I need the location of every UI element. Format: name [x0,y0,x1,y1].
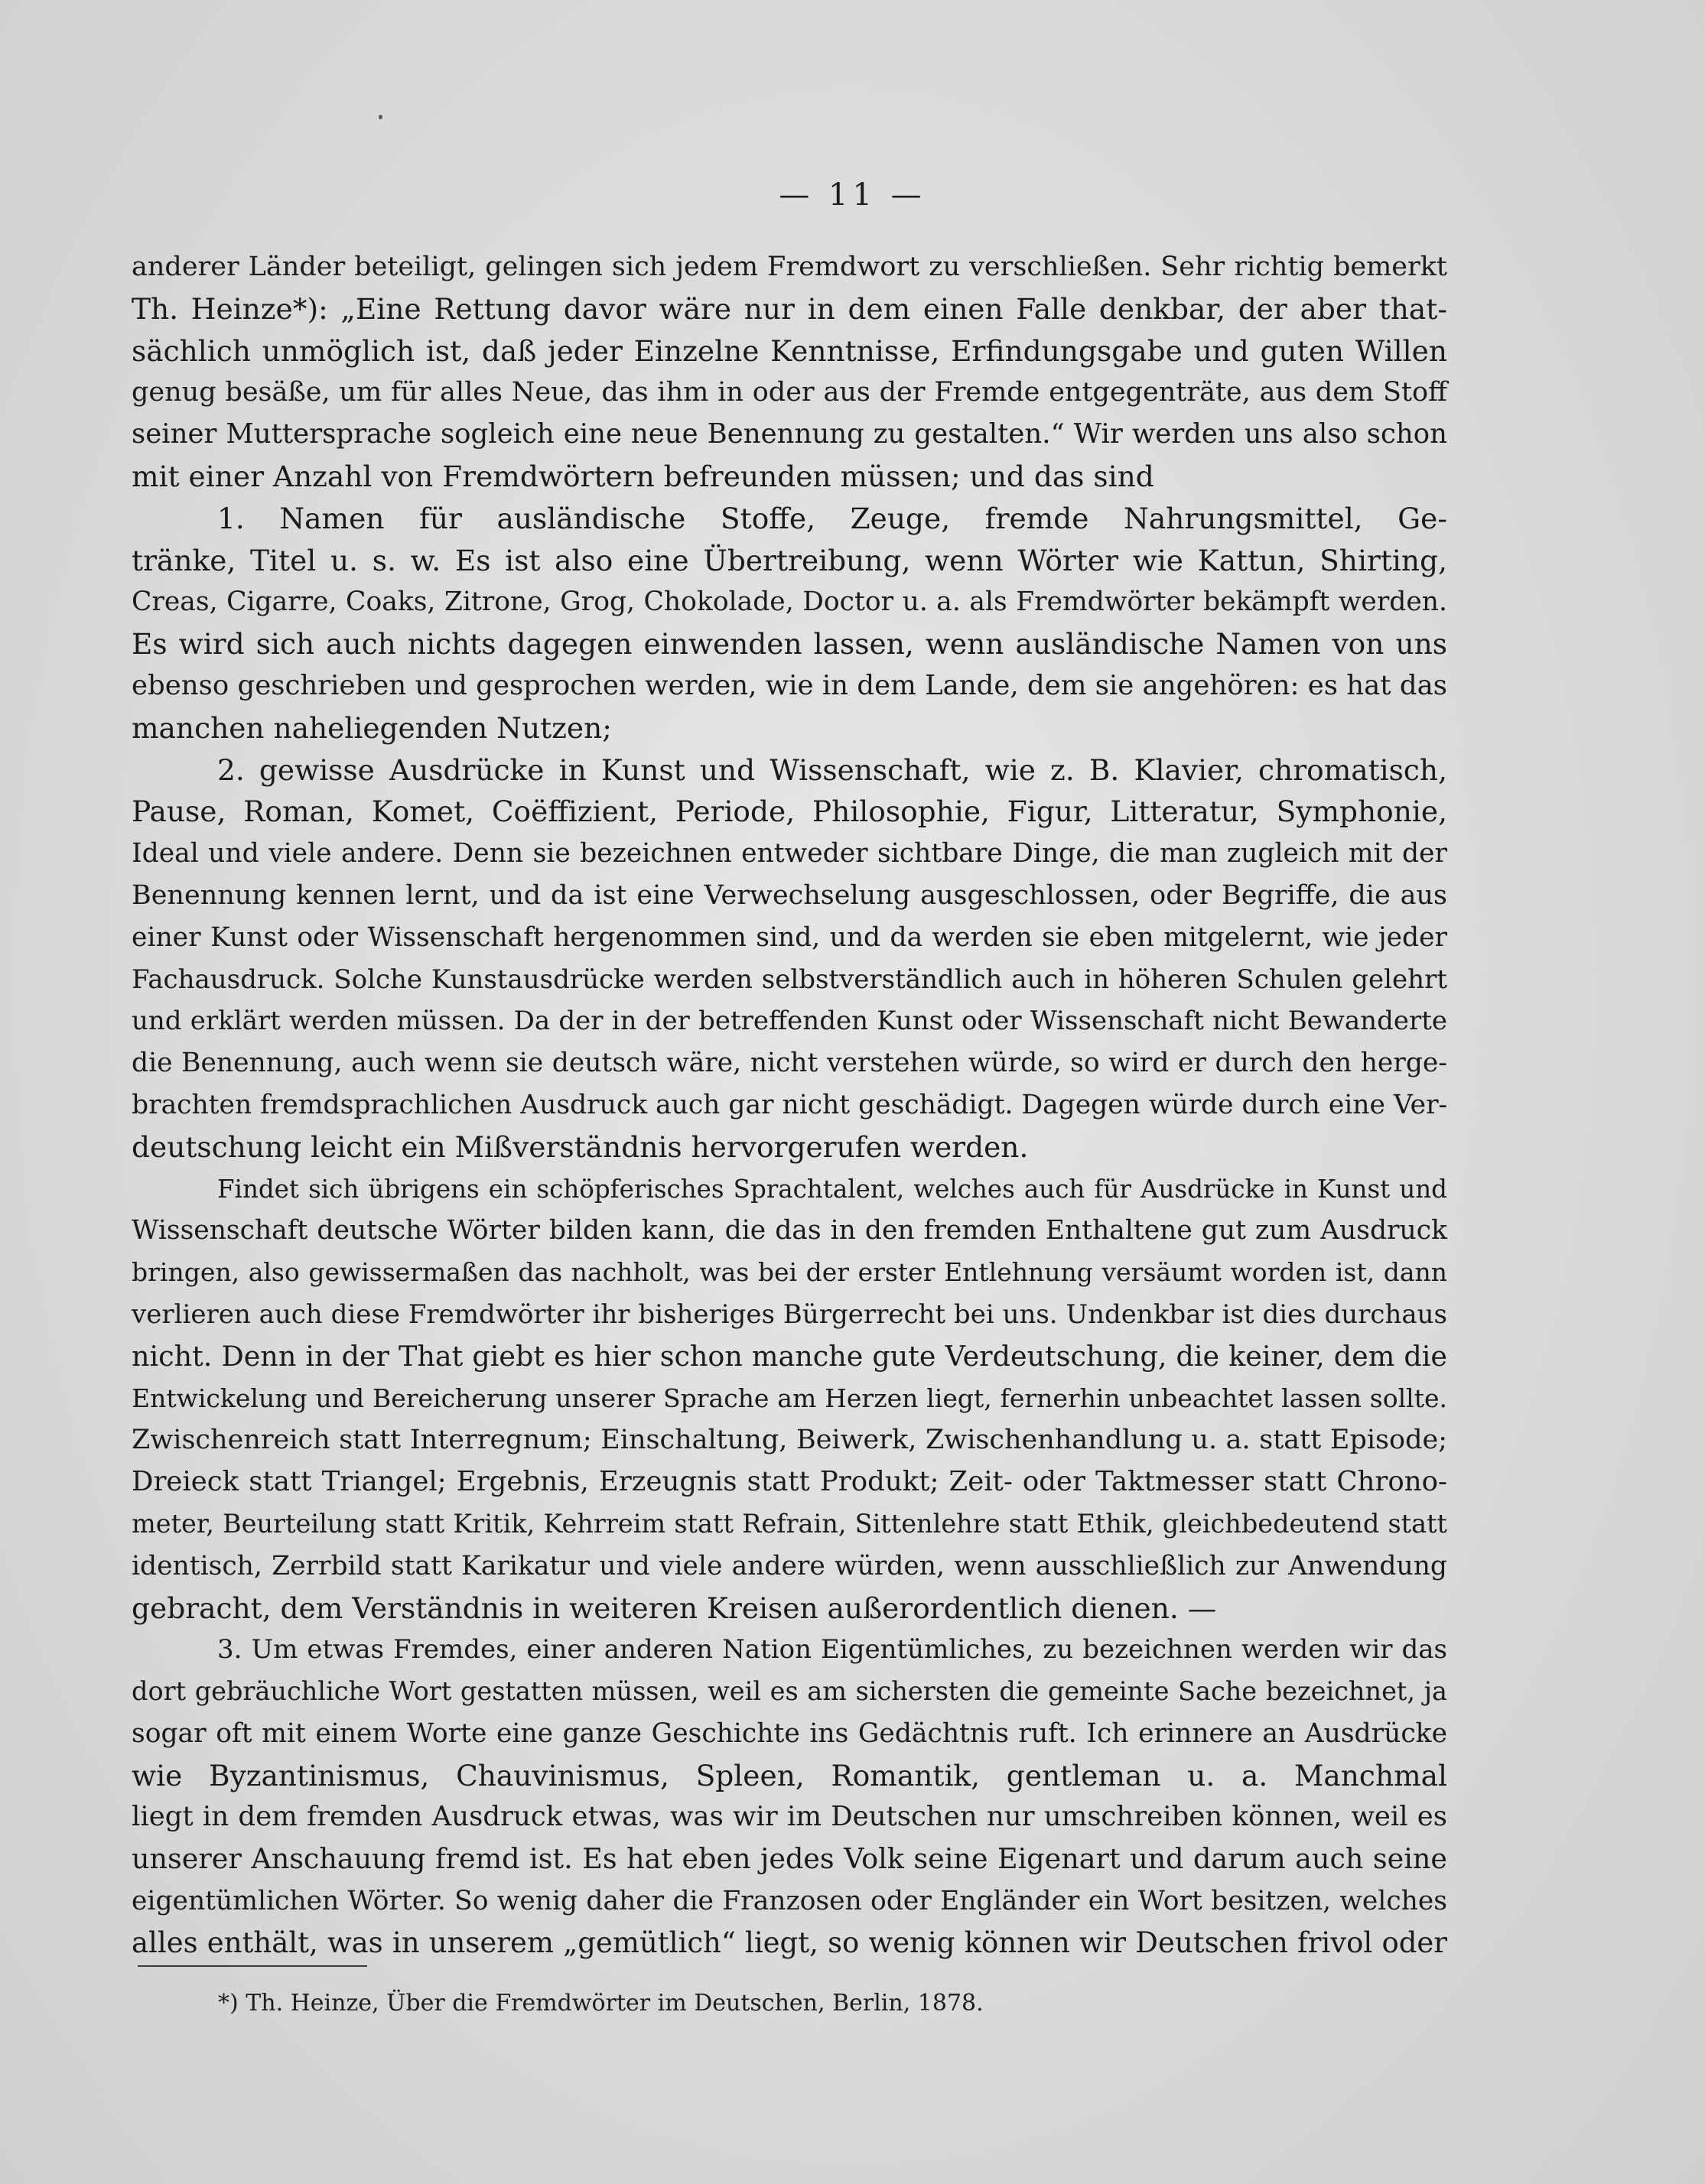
text-line: sächlich unmöglich ist, daß jeder Einzelne Kenntnisse, Erfindungsgabe und guten Willen [132,333,1447,368]
text-line: Zwischenreich statt Interregnum; Einschaltung, Beiwerk, Zwischenhandlung u. a. statt Episode; [132,1425,1447,1456]
text-line: verlieren auch diese Fremdwörter ihr bisheriges Bürgerrecht bei uns. Undenkbar ist dies durchaus [132,1298,1447,1330]
text-line: deutschung leicht ein Mißverständnis hervorgerufen werden. [132,1129,1029,1164]
text-line: Pause, Roman, Komet, Coëffizient, Periode, Philosophie, Figur, Litteratur, Symphonie, [132,795,1447,829]
text-line: eigentümlichen Wörter. So wenig daher die Franzosen oder Engländer ein Wort besitzen, welches [132,1886,1447,1917]
text-line: einer Kunst oder Wissenschaft hergenommen sind, und da werden sie eben mitgelernt, wie jeder [132,921,1447,953]
text-line: seiner Muttersprache sogleich eine neue Benennung zu gestalten.“ Wir werden uns also schon [132,418,1447,450]
text-line: gebracht, dem Verständnis in weiteren Kreisen außerordentlich dienen. — [132,1591,1217,1625]
text-line: liegt in dem fremden Ausdruck etwas, was wir im Deutschen nur umschreiben können, weil es [132,1801,1447,1833]
footnote: *) Th. Heinze, Über die Fremdwörter im Deutschen, Berlin, 1878. [218,1990,984,2017]
text-line: wie Byzantinismus, Chauvinismus, Spleen, Romantik, gentleman u. a. Manchmal [132,1758,1447,1792]
text-line: 3. Um etwas Fremdes, einer anderen Nation Eigentümliches, zu bezeichnen werden wir das [217,1634,1447,1666]
text-line: Entwickelung und Bereicherung unserer Sprache am Herzen liegt, fernerhin unbeachtet lassen sollte. [132,1383,1447,1413]
text-line: meter, Beurteilung statt Kritik, Kehrreim statt Refrain, Sittenlehre statt Ethik, gleichbedeutend statt [132,1508,1447,1539]
text-line: bringen, also gewissermaßen das nachholt, was bei der erster Entlehnung versäumt worden ist, dann [132,1257,1447,1288]
text-line: Findet sich übrigens ein schöpferisches Sprachtalent, welches auch für Ausdrücke in Kunst und [217,1174,1447,1204]
text-line: Creas, Cigarre, Coaks, Zitrone, Grog, Chokolade, Doctor u. a. als Fremdwörter bekämpft werden. [132,587,1447,618]
text-line: und erklärt werden müssen. Da der in der betreffenden Kunst oder Wissenschaft nicht Bewanderte [132,1006,1447,1037]
text-line: genug besäße, um für alles Neue, das ihm in oder aus der Fremde entgegenträte, aus dem Stoff [132,377,1447,408]
text-line: 1. Namen für ausländische Stoffe, Zeuge, fremde Nahrungsmittel, Ge- [217,501,1447,535]
text-line: unserer Anschauung fremd ist. Es hat eben jedes Volk seine Eigenart und darum auch seine [132,1842,1447,1876]
text-line: identisch, Zerrbild statt Karikatur und viele andere würden, wenn ausschließlich zur Anwendung [132,1550,1447,1581]
text-line: Dreieck statt Triangel; Ergebnis, Erzeugnis statt Produkt; Zeit- oder Taktmesser statt Chrono- [132,1466,1447,1498]
footnote-rule [138,1965,367,1967]
body-text [132,246,1447,1965]
text-line: mit einer Anzahl von Fremdwörtern befreunden müssen; und das sind [132,459,1154,493]
text-line: nicht. Denn in der That giebt es hier schon manche gute Verdeutschung, die keiner, dem die [132,1339,1447,1373]
text-line: Th. Heinze*): „Eine Rettung davor wäre nur in dem einen Falle denkbar, der aber that- [132,291,1447,326]
text-line: die Benennung, auch wenn sie deutsch wäre, nicht verstehen würde, so wird er durch den herge- [132,1048,1447,1079]
paper-speck [379,115,382,119]
page-number: — 11 — [779,177,926,213]
text-line: alles enthält, was in unserem „gemütlich“ liegt, so wenig können wir Deutschen frivol oder [132,1926,1447,1959]
text-line: Fachausdruck. Solche Kunstausdrücke werden selbstverständlich auch in höheren Schulen gelehrt [132,964,1447,995]
text-line: sogar oft mit einem Worte eine ganze Geschichte ins Gedächtnis ruft. Ich erinnere an Ausdrücke [132,1718,1447,1749]
text-line: Benennung kennen lernt, und da ist eine Verwechselung ausgeschlossen, oder Begriffe, die aus [132,879,1447,911]
text-line: 2. gewisse Ausdrücke in Kunst und Wissenschaft, wie z. B. Klavier, chromatisch, [217,752,1447,787]
text-line: ebenso geschrieben und gesprochen werden, wie in dem Lande, dem sie angehören: es hat das [132,669,1447,701]
text-line: Wissenschaft deutsche Wörter bilden kann, die das in den fremden Enthaltene gut zum Ausdruck [132,1215,1447,1246]
text-line: brachten fremdsprachlichen Ausdruck auch gar nicht geschädigt. Dagegen würde durch eine Ver- [132,1089,1448,1120]
text-line: Ideal und viele andere. Denn sie bezeichnen entweder sichtbare Dinge, die man zugleich mit der [132,838,1447,869]
text-line: anderer Länder beteiligt, gelingen sich jedem Fremdwort zu verschließen. Sehr richtig bemerkt [132,252,1447,282]
text-line: tränke, Titel u. s. w. Es ist also eine Übertreibung, wenn Wörter wie Kattun, Shirting, [132,543,1447,577]
text-line: dort gebräuchliche Wort gestatten müssen, weil es am sichersten die gemeinte Sache bezeichnet, ja [132,1676,1447,1707]
text-line: manchen naheliegenden Nutzen; [132,710,612,745]
text-line: Es wird sich auch nichts dagegen einwenden lassen, wenn ausländische Namen von uns [132,627,1447,661]
